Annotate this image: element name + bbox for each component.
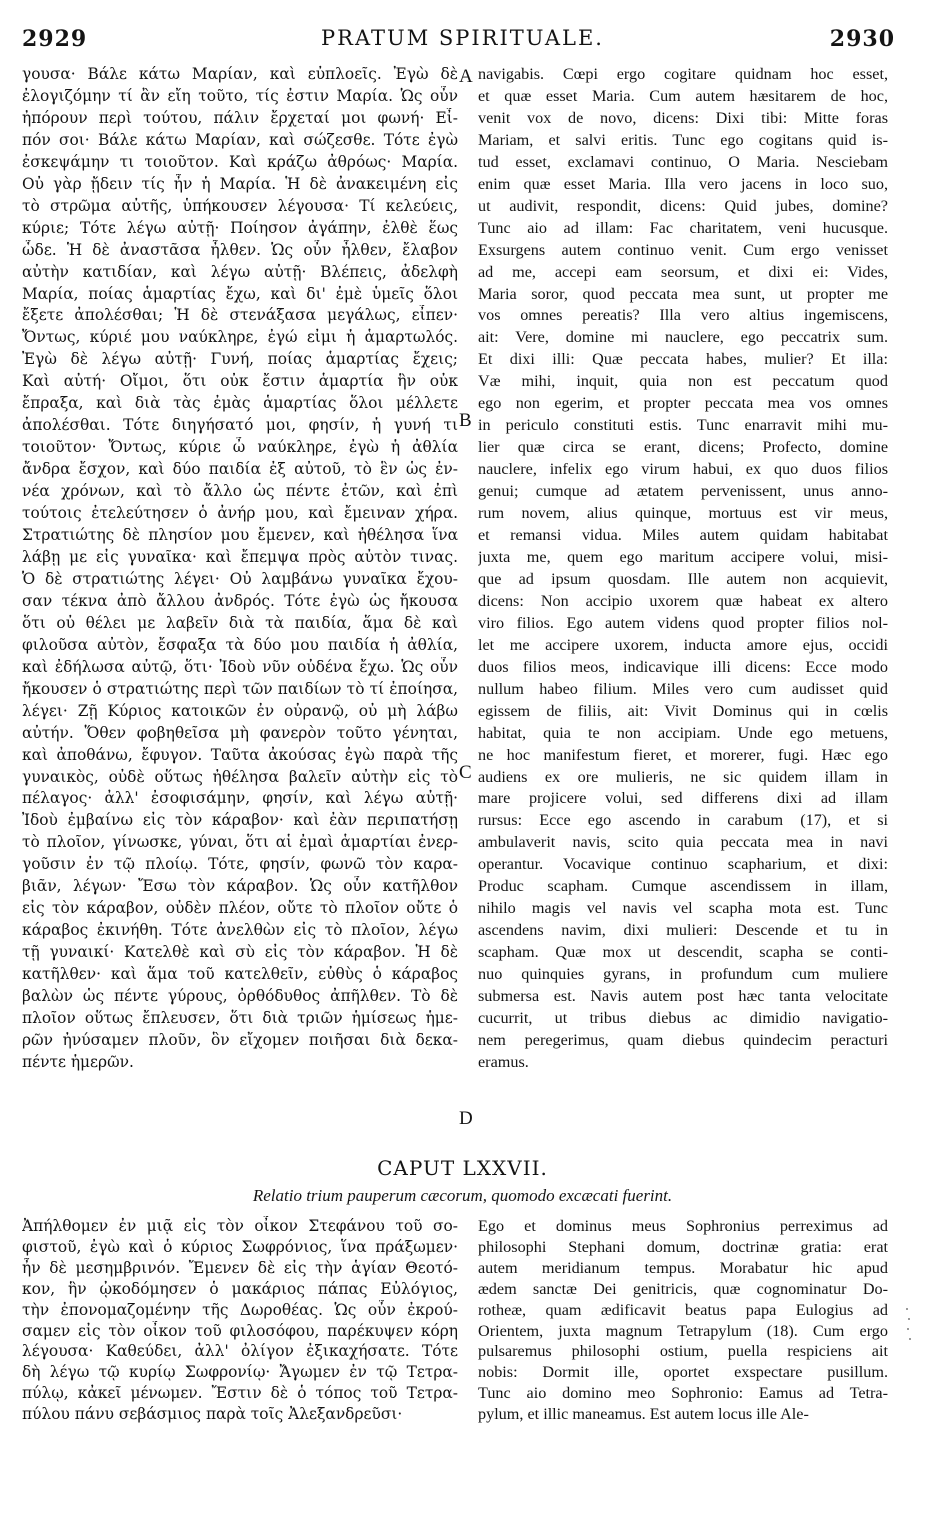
text-line: φιλοῦσα αὐτὸν, ἔσφαξα τὰ δύο μου παιδία ἡ ἀθλία, — [22, 635, 458, 654]
text-line: κύριε; Τότε λέγω αὐτῇ· Ποίησον ἀγάπην, ἐλθὲ ἕως — [22, 218, 458, 237]
text-line: Ἀπήλθομεν ἐν μιᾷ εἰς τὸν οἶκον Στεφάνου τοῦ σο- — [22, 1217, 458, 1235]
text-line: pulsaremus philosophi ostium, puella respiciens ait — [478, 1342, 888, 1361]
greek-column-top — [22, 64, 458, 1074]
text-line: Tunc aio domino meo Sophronio: Eamus ad Tetra- — [478, 1384, 888, 1403]
text-line: vos omnes pereatis? Illa vero altius ingemiscens, — [478, 306, 888, 325]
text-line: Ego et dominus meus Sophronius perreximus ad — [478, 1217, 888, 1235]
text-line: νέα χρόνων, καὶ τὸ ἄλλο ὡς πέντε ἐτῶν, καὶ ἐπὶ — [22, 482, 458, 501]
text-line: Exsurgens autem continuo venit. Cum ergo venisset — [478, 240, 888, 259]
text-line: habitat, quia te non accipiam. Unde ego metuens, — [478, 723, 888, 742]
text-line: viro filios. Ego autem videns quod propter filios nol- — [478, 613, 888, 632]
text-line: καὶ ἀποθάνω, ἔφυγον. Ταῦτα ἀκούσας ἐγὼ παρὰ τῆς — [22, 745, 458, 764]
text-line: in periculo constituti estis. Tunc enarravit mihi mu- — [478, 416, 888, 435]
text-line: ἄνδρα ἔσχον, καὶ δύο παιδία ἐξ αὐτοῦ, τὸ ἓν ὡς ἐν- — [22, 460, 458, 479]
text-line: αὐτήν. Ὅθεν φοβηθεῖσα μὴ φανερὸν τοῦτο γένηται, — [22, 723, 458, 742]
text-line: σαμεν εἰς τὸν οἶκον τοῦ φιλοσόφου, παρέκυψεν κόρη — [22, 1321, 458, 1340]
text-line: γοῦσιν ἐν τῷ πλοίῳ. Τότε, φησίν, φωνῶ τὸν καρα- — [22, 855, 458, 874]
text-line: Tunc aio ad illam: Fac charitatem, veni hucusque. — [478, 218, 888, 237]
text-line: λέγουσα· Καθεύδει, ἀλλ' ὀλίγον ἐξικαχήσατε. Τότε — [22, 1342, 458, 1361]
text-line: ἔξετε ἀπολέσθαι; Ἡ δὲ στενάξασα μεγάλως, εἶπεν· — [22, 306, 458, 325]
chapter-subtitle: Relatio trium pauperum cæcorum, quomodo excæcati fuerint. — [252, 1186, 673, 1205]
text-line: κάραβος ἐκινήθη. Τότε ἀνελθὼν εἰς τὸ πλοῖον, λέγω — [22, 921, 458, 940]
text-line: genui; cumque ad ætatem pervenissent, unus anno- — [478, 482, 888, 501]
text-line: γυναικὸς, οὐδὲ οὕτως ἠθέλησα βαλεῖν αὐτὴν εἰς τὸ — [22, 767, 458, 786]
left-page-number: 2929 — [22, 26, 88, 52]
text-line: Ὄντως, κύριέ μου ναύκληρε, ἐγώ εἰμι ἡ ἁμαρτωλός. — [22, 328, 458, 347]
text-line: ἔπραξα, καὶ διὰ τὰς ἐμὰς ἁμαρτίας ὅλοι μέλλετε — [22, 394, 458, 413]
chapter-heading: CAPUT LXXVII. — [377, 1156, 548, 1180]
text-line: φιστοῦ, ἐγὼ καὶ ὁ κύριος Σωφρόνιος, ἵνα πράξωμεν· — [22, 1237, 458, 1256]
text-line: πύλῳ, κἀκεῖ μένωμεν. Ἔστιν δὲ ὁ τόπος τοῦ Τετρα- — [22, 1384, 458, 1403]
text-line: λάβῃ με εἰς γυναῖκα· καὶ ἔπεμψα πρὸς αὐτὸν τινας. — [22, 547, 458, 566]
text-line: juxta me, quem ego maritum accipere volui, misi- — [478, 547, 888, 566]
text-line: audiens ex ore mulieris, ne sic quidem illam in — [478, 767, 888, 786]
text-line: pylum, et illic maneamus. Est autem locus ille Ale- — [478, 1405, 809, 1424]
text-line: καὶ ἐδήλωσα αὐτῷ, ὅτι· Ἰδοὺ νῦν οὐδένα ἔχω. Ὡς οὖν — [22, 657, 458, 676]
text-line: tud esset, exclamavi continuo, O Maria. Nesciebam — [478, 152, 888, 171]
text-line: enim quæ esset Maria. Illa vero jacens in loco suo, — [478, 174, 888, 193]
text-line: πέλαγος· ἀλλ' ἐσοφισάμην, φησίν, καὶ λέγω αὐτῇ· — [22, 789, 458, 808]
text-line: philosophi Stephani domum, doctrinæ gratia: erat — [478, 1237, 888, 1256]
text-line: ἀπολέσθαι. Τότε διηγήσατό μοι, φησίν, ἡ γυνή τι — [22, 416, 458, 435]
text-line: ἠπόρουν περὶ τούτου, πάλιν ἔρχεταί μοι φωνή· Εἶ- — [22, 108, 458, 127]
text-line: et remansi vidua. Miles autem quidam habitabat — [478, 526, 888, 545]
text-line: δὴ λέγω τῷ κυρίῳ Σωφρονίῳ· Ἄγωμεν ἐν τῷ Τετρα- — [22, 1363, 458, 1382]
text-line: ambulaverit navis, scito quia peccata mea in navi — [478, 833, 888, 852]
text-line: navigabis. Cœpi ergo cogitare quidnam hoc esset, — [478, 65, 888, 83]
right-page-number: 2930 — [829, 26, 895, 52]
text-line: Οὐ γὰρ ᾔδειν τίς ἦν ἡ Μαρία. Ἡ δὲ ἀνακειμένη εἰς — [22, 174, 458, 193]
text-line: Mariam, et salvi eritis. Tunc ego cogitans quid is- — [478, 130, 888, 149]
text-line: τὴν ἐπονομαζομένην τῆς Δωροθέας. Ὡς οὖν ἐκρού- — [22, 1300, 458, 1319]
text-line: lier quæ circa se erant, dicens; Profecto, domine — [478, 438, 888, 457]
margin-speck — [906, 1308, 908, 1310]
text-line: κον, ἣν ᾠκοδόμησεν ὁ μακάριος πάπας Εὐλόγιος, — [22, 1279, 458, 1298]
text-line: τὸ στρῶμα αὐτῆς, ὑπήκουσεν λέγουσα· Τί κελεύεις, — [22, 196, 458, 215]
text-line: nuo quinquies gyrans, in profundum cum muliere — [478, 965, 888, 984]
text-line: ὧδε. Ἡ δὲ ἀναστᾶσα ἦλθεν. Ὡς οὖν ἦλθεν, ἔλαβον — [22, 240, 458, 259]
text-line: eramus. — [478, 1052, 529, 1071]
text-line: Produc scapham. Cumque ascendissem in illam, — [478, 877, 888, 896]
text-line: τοιοῦτον· Ὄντως, κύριε ὦ ναύκληρε, ἐγὼ ἡ ἀθλία — [22, 438, 458, 457]
margin-speck — [909, 1338, 911, 1340]
text-line: βιᾶν, λέγων· Ἔσω τὸν κάραβον. Ὡς οὖν κατῆλθον — [22, 877, 458, 896]
text-line: autem meridianum tempus. Morabatur hic apud — [478, 1258, 888, 1277]
text-line: rum novem, alius quinque, mortuus est vir meus, — [478, 504, 888, 523]
text-line: rursus: Ecce ego ascendo in carabum (17), et si — [478, 811, 888, 830]
text-line: Væ mihi, inquit, quia non est peccatum quod — [478, 372, 888, 391]
text-line: Maria soror, quod peccata mea sunt, ut propter me — [478, 284, 888, 303]
greek-column-bottom — [22, 1216, 458, 1425]
text-line: scapham. Quæ mox ut descendit, scapha se conti- — [478, 943, 888, 962]
margin-speck — [908, 1318, 910, 1320]
text-line: Et dixi illi: Quæ peccata habes, mulier? Et illa: — [478, 350, 888, 369]
text-line: εἰς τὸν κάραβον, οὐδὲν πλέον, οὔτε τὸ πλοῖον οὔτε ὁ — [22, 899, 458, 918]
section-marker-a: A — [459, 66, 473, 87]
text-line: ne hoc manifestum fieret, et morerer, fugi. Hæc ego — [478, 745, 888, 764]
text-line: τῇ γυναικί· Κατελθὲ καὶ σὺ εἰς τὸν κάραβον. Ἡ δὲ — [22, 943, 458, 962]
text-line: ἤκουσεν ὁ στρατιώτης περὶ τῶν παιδίων τὸ τί ἐποίησα, — [22, 679, 458, 698]
text-line: Στρατιώτης δὲ πλησίον μου ἔμενεν, καὶ ἠθέλησα ἵνα — [22, 526, 458, 545]
text-line: Ἰδοὺ ἐμβαίνω εἰς τὸν κάραβον· καὶ ἐὰν περιπατήσῃ — [22, 811, 458, 830]
latin-column-top — [478, 64, 888, 1074]
section-marker-d: D — [459, 1108, 473, 1129]
text-line: Ὁ δὲ στρατιώτης λέγει· Οὐ λαμβάνω γυναῖκα ἔχου- — [22, 569, 458, 588]
text-line: ἐσκεψάμην τι τοιοῦτον. Καὶ κράζω ἀθρόως· Μαρία. — [22, 152, 458, 171]
text-line: nem peregerimus, quam diebus quindecim peracturi — [478, 1030, 888, 1049]
text-line: egissem de filiis, ait: Vivit Dominus qui in cœlis — [478, 701, 888, 720]
text-line: ρῶν ἠνύσαμεν πλοῦν, ὃν εἴχομεν ποιῆσαι διὰ δεκα- — [22, 1030, 458, 1049]
running-title: PRATUM SPIRITUALE. — [321, 26, 604, 50]
text-line: dicens: Non accipio uxorem quæ habeat ex altero — [478, 591, 888, 610]
text-line: πλοῖον οὕτως ἔπλευσεν, ὅτι διὰ τριῶν ἡμίσεως ἡμε- — [22, 1008, 458, 1027]
text-line: duos filios meos, indicavique illi dicens: Ecce modo — [478, 657, 888, 676]
text-line: τὸ πλοῖον, γίνωσκε, γύναι, ὅτι αἱ ἐμαὶ ἁμαρτίαι ἐνερ- — [22, 833, 458, 852]
text-line: πέντε ἡμερῶν. — [22, 1052, 134, 1071]
margin-speck — [907, 1328, 909, 1330]
text-line: mare projicere volui, sed differens dixi ad illam — [478, 789, 888, 808]
text-line: τούτοις ἐτελεύτησεν ὁ ἀνήρ μου, καὶ ἔμειναν χήρα. — [22, 504, 458, 523]
text-line: venit vox de novo, dicens: Dixi tibi: Mitte foras — [478, 108, 888, 127]
section-marker-b: B — [459, 410, 472, 431]
text-line: rotheæ, quam ædificavit beatus papa Eulogius ad — [478, 1300, 888, 1319]
text-line: Καὶ αὐτή· Οἴμοι, ὅτι οὐκ ἔστιν ἁμαρτία ἣν οὐκ — [22, 372, 458, 391]
text-line: que ad ipsum quosdam. Ille autem non acquievit, — [478, 569, 888, 588]
text-line: ὅτι οὐ θέλει με λαβεῖν διὰ τὰ παιδία, ἅμα δὲ καὶ — [22, 613, 458, 632]
text-line: αὐτὴν κατιδίαν, καὶ λέγω αὐτῇ· Βλέπεις, ἀδελφὴ — [22, 262, 458, 281]
text-line: ait: Vere, domine mi nauclere, ego peccatrix sum. — [478, 328, 888, 347]
text-line: Orientem, juxta magnum Tetrapylum (18). Cum ergo — [478, 1321, 888, 1340]
text-line: ἦν δὲ μεσημβρινόν. Ἔμενεν δὲ εἰς τὴν ἁγίαν Θεοτό- — [22, 1258, 458, 1277]
text-line: cucurrit, ut tribus diebus ac dimidio navigatio- — [478, 1008, 888, 1027]
text-line: ut audivit, respondit, dicens: Quid jubes, domine? — [478, 196, 888, 215]
text-line: ἐλογιζόμην τί ἂν εἴη τοῦτο, τίς ἐστιν Μαρία. Ὡς οὖν — [22, 86, 458, 105]
text-line: βαλὼν ὡς πέντε γύρους, ὀρθόδυθος ἀπῆλθεν. Τὸ δὲ — [22, 987, 458, 1006]
text-line: let me accipere uxorem, inducta amore ejus, occidi — [478, 635, 888, 654]
text-line: ad me, accepi eam seorsum, et dixi ei: Vides, — [478, 262, 888, 281]
latin-column-bottom — [478, 1216, 888, 1425]
page-header — [0, 26, 925, 60]
text-line: κατῆλθεν· καὶ ἅμα τοῦ κατελθεῖν, εὐθὺς ὁ κάραβος — [22, 965, 458, 984]
text-line: nauclere, infelix ego virum habui, ex quo duos filios — [478, 460, 888, 479]
text-line: nihilo magis vel navis vel scapha mota est. Tunc — [478, 899, 888, 918]
text-line: submersa est. Navis autem post hæc tanta velocitate — [478, 987, 888, 1006]
text-line: ædem sanctæ Dei genitricis, quæ cognominatur Do- — [478, 1279, 888, 1298]
text-line: πύλου πάνυ σεβάσμιος παρὰ τοῖς Ἀλεξανδρεῦσι· — [22, 1405, 403, 1424]
text-line: Ἐγὼ δὲ λέγω αὐτῇ· Γυνή, ποίας ἁμαρτίας ἔχεις; — [22, 350, 458, 369]
text-line: ascendens navim, dixi mulieri: Descende et tu in — [478, 921, 888, 940]
text-line: operantur. Vocavique continuo scapharium, et dixi: — [478, 855, 888, 874]
text-line: Μαρία, ποίας ἁμαρτίας ἔχω, καὶ δι' ἐμὲ ὑμεῖς ὅλοι — [22, 284, 458, 303]
text-line: λέγει· Ζῇ Κύριος κατοικῶν ἐν οὐρανῷ, οὐ μὴ λάβω — [22, 701, 458, 720]
text-line: σαν τέκνα ἀπὸ ἄλλου ἀνδρός. Τότε ἐγὼ ὡς ἤκουσα — [22, 591, 458, 610]
text-line: nullum habeo filium. Miles vero cum audisset quid — [478, 679, 888, 698]
text-line: ego non egerim, et propter peccata mea vos omnes — [478, 394, 888, 413]
text-line: et quæ esset Maria. Cum autem hæsitarem de hoc, — [478, 86, 888, 105]
text-line: γουσα· Βάλε κάτω Μαρίαν, καὶ εὐπλοεῖς. Ἐγὼ δὲ — [22, 65, 458, 83]
section-marker-c: C — [459, 762, 472, 783]
text-line: πόν σοι· Βάλε κάτω Μαρίαν, καὶ σώζεσθε. Τότε ἐγὼ — [22, 130, 458, 149]
text-line: nobis: Dormit ille, oportet exspectare pusillum. — [478, 1363, 888, 1382]
